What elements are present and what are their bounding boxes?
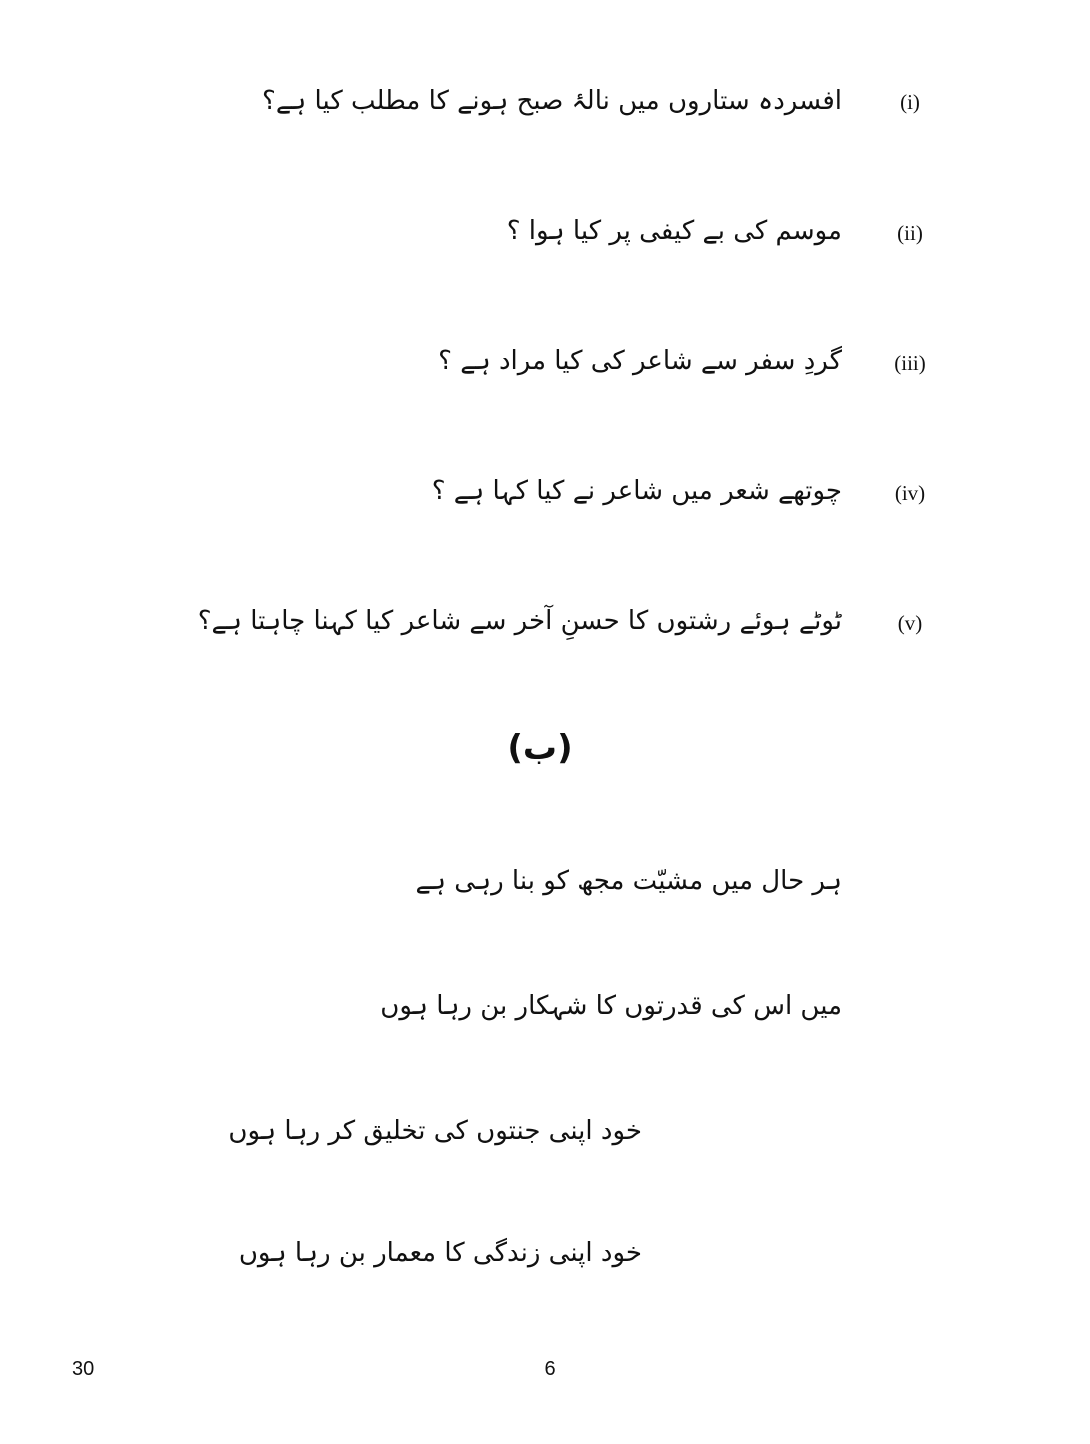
question-number: (v)	[897, 611, 923, 635]
question-text: چوتھے شعر میں شاعر نے کیا کہا ہے ؟	[431, 476, 842, 506]
paper-code: 30	[72, 1358, 95, 1380]
poem-line: خود اپنی جنتوں کی تخلیق کر رہا ہوں	[228, 1116, 642, 1146]
question-number: (iv)	[894, 481, 926, 505]
question-number: (i)	[900, 90, 920, 114]
question-text: گردِ سفر سے شاعر کی کیا مراد ہے ؟	[438, 346, 842, 376]
poem-line: ہر حال میں مشیّت مجھ کو بنا رہی ہے	[415, 866, 842, 896]
question-number: (iii)	[894, 351, 926, 375]
page-number: 6	[544, 1358, 556, 1380]
question-text: ٹوٹے ہوئے رشتوں کا حسنِ آخر سے شاعر کیا کہنا چاہتا ہے؟	[197, 606, 842, 636]
poem-line: خود اپنی زندگی کا معمار بن رہا ہوں	[238, 1238, 642, 1268]
section-marker: (ب)	[507, 728, 573, 768]
question-text: موسم کی بے کیفی پر کیا ہوا ؟	[506, 216, 842, 246]
question-text: افسردہ ستاروں میں نالۂ صبح ہونے کا مطلب کیا ہے؟	[262, 86, 842, 116]
poem-line: میں اس کی قدرتوں کا شہکار بن رہا ہوں	[380, 991, 842, 1021]
question-number: (ii)	[897, 221, 923, 245]
